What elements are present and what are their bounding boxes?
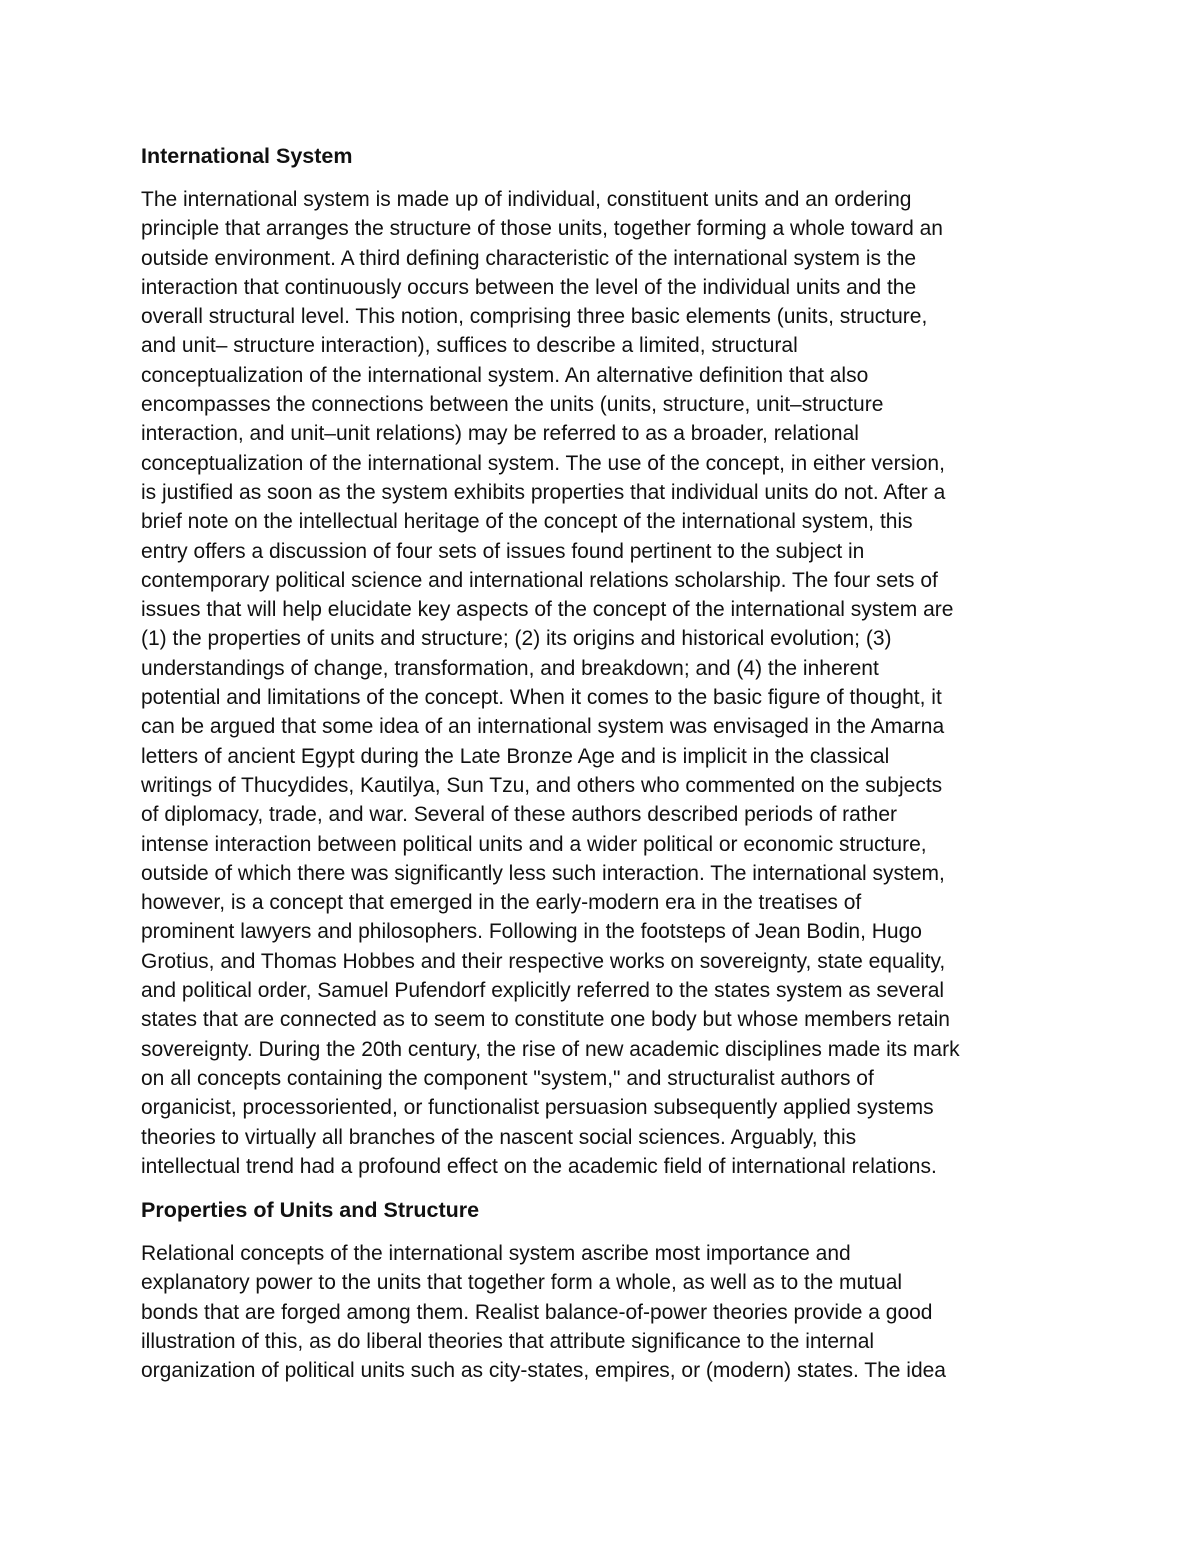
text-line: letters of ancient Egypt during the Late Bronze Age and is implicit in the classical <box>141 744 890 768</box>
text-line: intellectual trend had a profound effect on the academic field of international relations. <box>141 1154 937 1178</box>
text-line: sovereignty. During the 20th century, the rise of new academic disciplines made its mark <box>141 1037 960 1061</box>
text-line: interaction that continuously occurs between the level of the individual units and the <box>141 275 917 299</box>
text-line: contemporary political science and international relations scholarship. The four sets of <box>141 568 938 592</box>
text-line: and unit– structure interaction), suffices to describe a limited, structural <box>141 334 798 358</box>
text-line: bonds that are forged among them. Realist balance-of-power theories provide a good <box>141 1300 933 1324</box>
text-line: organicist, processoriented, or functionalist persuasion subsequently applied systems <box>141 1096 934 1120</box>
text-line: prominent lawyers and philosophers. Following in the footsteps of Jean Bodin, Hugo <box>141 920 922 944</box>
text-line: explanatory power to the units that together form a whole, as well as to the mutual <box>141 1271 903 1295</box>
text-line: states that are connected as to seem to constitute one body but whose members retain <box>141 1008 950 1032</box>
text-line: potential and limitations of the concept. When it comes to the basic figure of thought, it <box>141 686 942 710</box>
text-line: of diplomacy, trade, and war. Several of these authors described periods of rather <box>141 803 898 827</box>
text-line: brief note on the intellectual heritage of the concept of the international system, this <box>141 510 913 534</box>
document-page <box>141 141 1061 1386</box>
text-line: Grotius, and Thomas Hobbes and their respective works on sovereignty, state equality, <box>141 949 946 973</box>
text-line: understandings of change, transformation, and breakdown; and (4) the inherent <box>141 656 879 680</box>
section-heading-international-system: International System <box>141 144 353 168</box>
text-line: issues that will help elucidate key aspects of the concept of the international system are <box>141 598 954 622</box>
section-paragraph-international-system <box>141 185 1061 1181</box>
text-line: illustration of this, as do liberal theories that attribute significance to the internal <box>141 1329 875 1353</box>
text-line: can be argued that some idea of an international system was envisaged in the Amarna <box>141 715 945 739</box>
text-line: conceptualization of the international system. The use of the concept, in either version, <box>141 451 945 475</box>
text-line: (1) the properties of units and structure; (2) its origins and historical evolution; (3) <box>141 627 892 651</box>
text-line: Relational concepts of the international system ascribe most importance and <box>141 1242 851 1266</box>
text-line: outside environment. A third defining characteristic of the international system is the <box>141 246 917 270</box>
text-line: encompasses the connections between the units (units, structure, unit–structure <box>141 393 884 417</box>
text-line: The international system is made up of individual, constituent units and an ordering <box>141 188 912 211</box>
section-heading-properties: Properties of Units and Structure <box>141 1198 480 1223</box>
text-line: and political order, Samuel Pufendorf explicitly referred to the states system as several <box>141 979 945 1003</box>
text-line: theories to virtually all branches of the nascent social sciences. Arguably, this <box>141 1125 857 1149</box>
text-line: interaction, and unit–unit relations) may be referred to as a broader, relational <box>141 422 859 446</box>
text-line: writings of Thucydides, Kautilya, Sun Tzu, and others who commented on the subjects <box>141 773 943 797</box>
text-line: principle that arranges the structure of those units, together forming a whole toward an <box>141 217 943 241</box>
text-line: however, is a concept that emerged in the early-modern era in the treatises of <box>141 891 862 915</box>
text-line: is justified as soon as the system exhibits properties that individual units do not. After a <box>141 480 946 504</box>
text-line: outside of which there was significantly less such interaction. The international system, <box>141 861 945 885</box>
text-line: overall structural level. This notion, comprising three basic elements (units, structure, <box>141 305 928 329</box>
text-line: conceptualization of the international system. An alternative definition that also <box>141 363 869 387</box>
text-line: organization of political units such as city-states, empires, or (modern) states. The idea <box>141 1359 946 1383</box>
text-line: intense interaction between political units and a wider political or economic structure, <box>141 832 927 856</box>
text-line: on all concepts containing the component "system," and structuralist authors of <box>141 1066 874 1090</box>
text-line: entry offers a discussion of four sets of issues found pertinent to the subject in <box>141 539 865 563</box>
section-paragraph-properties <box>141 1239 1061 1385</box>
